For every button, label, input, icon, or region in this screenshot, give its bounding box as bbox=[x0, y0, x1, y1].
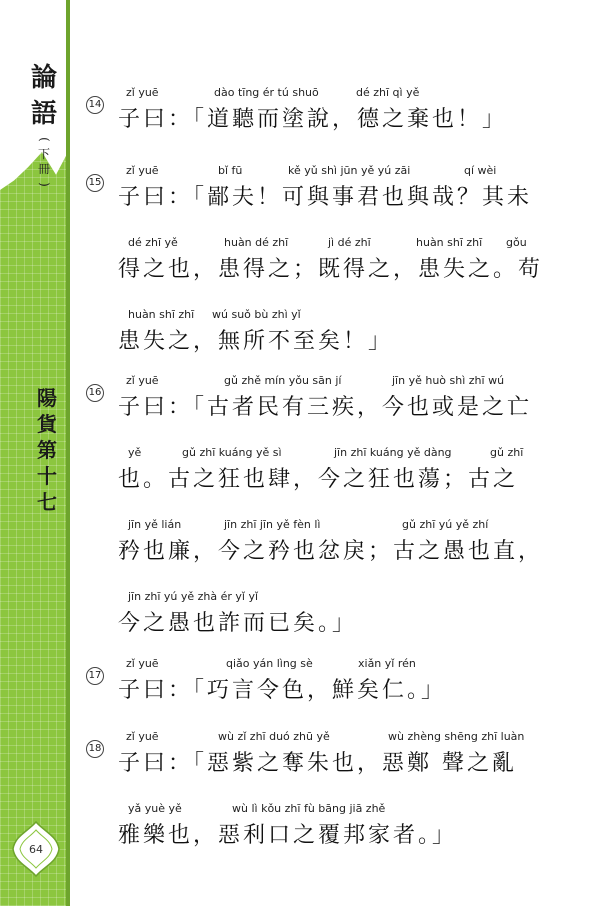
text-line: 今之愚也詐而已矣。」 bbox=[118, 611, 358, 636]
book-volume-char: ( bbox=[37, 137, 52, 142]
pinyin-annotation: jīn yě huò shì zhī wú bbox=[392, 374, 505, 387]
pinyin-annotation: dé zhī yě bbox=[128, 236, 178, 249]
pinyin-annotation: kě yǔ shì jūn yě yú zāi bbox=[288, 164, 411, 177]
pinyin-annotation: huàn shī zhī bbox=[416, 236, 483, 249]
book-volume bbox=[28, 132, 60, 192]
pinyin-annotation: dào tīng ér tú shuō bbox=[214, 86, 319, 99]
pinyin-annotation: gǔ zhī kuáng yě sì bbox=[182, 446, 282, 459]
chapter-title-char: 第 bbox=[37, 438, 57, 462]
text-line: 子曰：「鄙夫！可與事君也與哉？其未 bbox=[118, 185, 533, 210]
chapter-title bbox=[34, 385, 60, 515]
chapter-title-char: 七 bbox=[37, 490, 57, 514]
pinyin-annotation: zǐ yuē bbox=[126, 164, 159, 177]
book-volume-char: 冊 bbox=[37, 162, 50, 176]
section-number: 17 bbox=[86, 667, 104, 685]
text-line: 也。古之狂也肆，今之狂也蕩；古之 bbox=[118, 467, 519, 492]
pinyin-annotation: bǐ fū bbox=[218, 164, 243, 177]
text-line: 子曰：「惡紫之奪朱也，惡鄭 聲之亂 bbox=[118, 751, 517, 776]
pinyin-annotation: yǎ yuè yě bbox=[128, 802, 182, 815]
pinyin-annotation: huàn shī zhī bbox=[128, 308, 195, 321]
pinyin-annotation: zǐ yuē bbox=[126, 657, 159, 670]
band-edge-shade bbox=[66, 0, 70, 906]
book-title-char: 語 bbox=[30, 99, 57, 129]
text-line: 子曰：「古者民有三疾，今也或是之亡 bbox=[118, 395, 533, 420]
text-line: 子曰：「巧言令色，鮮矣仁。」 bbox=[118, 678, 447, 703]
chapter-title-char: 十 bbox=[37, 464, 57, 488]
book-volume-char: ) bbox=[37, 182, 52, 187]
pinyin-annotation: wù lì kǒu zhī fù bāng jiā zhě bbox=[232, 802, 386, 815]
pinyin-annotation: jīn zhī kuáng yě dàng bbox=[334, 446, 452, 459]
pinyin-annotation: gǒu bbox=[506, 236, 527, 249]
page-number-badge bbox=[11, 820, 61, 878]
pinyin-annotation: dé zhī qì yě bbox=[356, 86, 420, 99]
pinyin-annotation: qiǎo yán lìng sè bbox=[226, 657, 313, 670]
pinyin-annotation: gǔ zhě mín yǒu sān jí bbox=[224, 374, 342, 387]
pinyin-annotation: zǐ yuē bbox=[126, 730, 159, 743]
text-line: 得之也，患得之；既得之，患失之。苟 bbox=[118, 257, 544, 282]
pinyin-annotation: jì dé zhī bbox=[328, 236, 371, 249]
pinyin-annotation: huàn dé zhī bbox=[224, 236, 289, 249]
section-number: 18 bbox=[86, 740, 104, 758]
pinyin-annotation: wú suǒ bù zhì yǐ bbox=[212, 308, 301, 321]
pinyin-annotation: jīn zhī yú yě zhà ér yǐ yǐ bbox=[128, 590, 259, 603]
pinyin-annotation: jīn zhī jīn yě fèn lì bbox=[224, 518, 321, 531]
section-number: 16 bbox=[86, 384, 104, 402]
book-volume-char: 下 bbox=[37, 147, 50, 161]
pinyin-annotation: wù zǐ zhī duó zhū yě bbox=[218, 730, 330, 743]
page-number: 64 bbox=[29, 842, 43, 856]
pinyin-annotation: zǐ yuē bbox=[126, 86, 159, 99]
chapter-title-char: 貨 bbox=[37, 412, 57, 436]
book-title-char: 論 bbox=[30, 63, 57, 93]
pinyin-annotation: zǐ yuē bbox=[126, 374, 159, 387]
chapter-title-char: 陽 bbox=[37, 386, 57, 410]
book-title bbox=[24, 60, 64, 132]
pinyin-annotation: gǔ zhī yú yě zhí bbox=[402, 518, 489, 531]
text-line: 患失之，無所不至矣！」 bbox=[118, 329, 394, 354]
pinyin-annotation: qí wèi bbox=[464, 164, 497, 177]
section-number: 14 bbox=[86, 96, 104, 114]
pinyin-annotation: gǔ zhī bbox=[490, 446, 524, 459]
pinyin-annotation: wù zhèng shēng zhī luàn bbox=[388, 730, 525, 743]
pinyin-annotation: xiǎn yǐ rén bbox=[358, 657, 416, 670]
pinyin-annotation: yě bbox=[128, 446, 142, 459]
text-line: 矜也廉，今之矜也忿戾；古之愚也直， bbox=[118, 539, 544, 564]
text-line: 雅樂也，惡利口之覆邦家者。」 bbox=[118, 823, 458, 848]
pinyin-annotation: jīn yě lián bbox=[128, 518, 182, 531]
section-number: 15 bbox=[86, 174, 104, 192]
text-line: 子曰：「道聽而塗說，德之棄也！」 bbox=[118, 107, 508, 132]
